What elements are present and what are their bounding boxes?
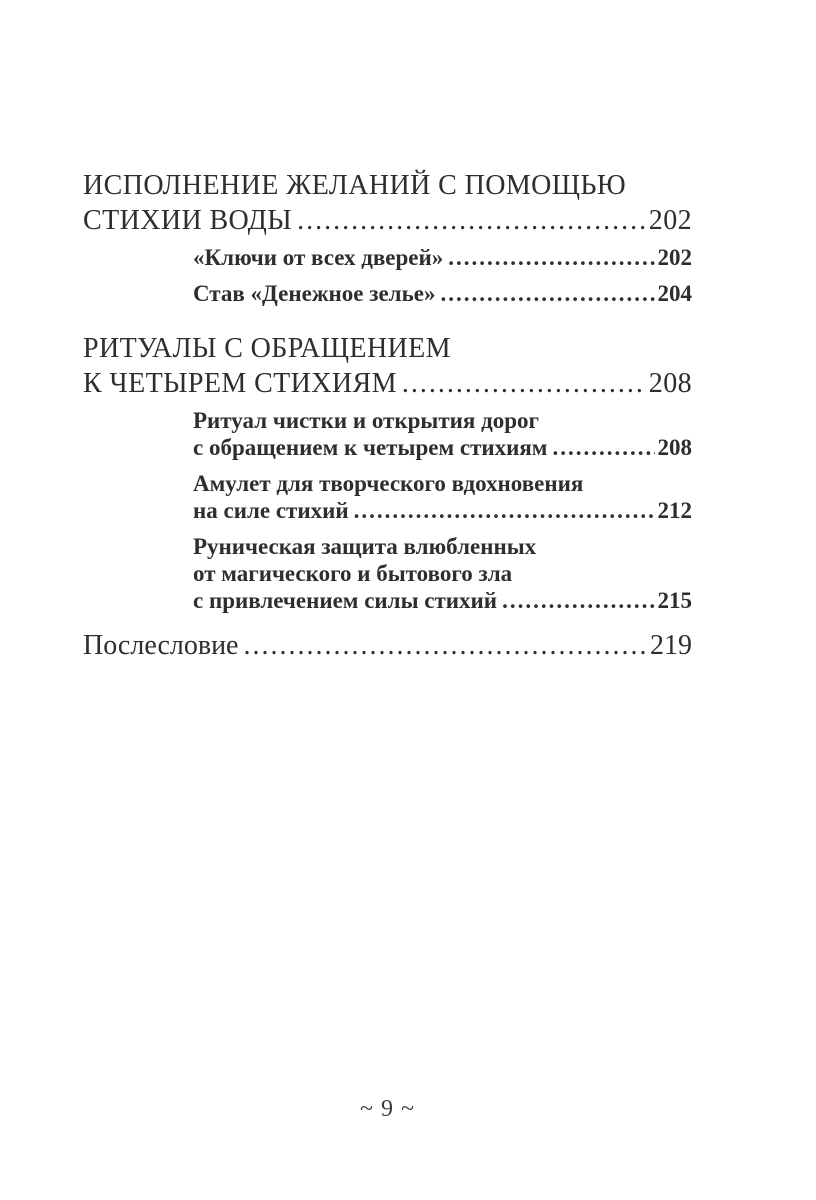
dot-leader bbox=[243, 628, 647, 663]
toc-entry-title-line: Послесловие bbox=[83, 630, 239, 661]
dot-leader bbox=[448, 244, 654, 271]
toc-entry bbox=[83, 331, 692, 401]
dot-leader bbox=[297, 203, 646, 238]
toc-entry-title-line: Амулет для творческого вдохновения bbox=[193, 471, 584, 496]
toc-entry-dotline bbox=[193, 244, 692, 271]
dot-leader bbox=[354, 497, 655, 524]
toc-entry-title-line: от магического и бытового зла bbox=[193, 561, 513, 586]
toc-entry-dotline bbox=[193, 434, 692, 461]
toc-entry-title-line: Ритуал чистки и открытия дорог bbox=[193, 408, 539, 433]
toc-entry bbox=[193, 244, 692, 271]
toc-entry bbox=[193, 280, 692, 307]
toc-page-number: 204 bbox=[657, 281, 692, 306]
dot-leader bbox=[502, 587, 654, 614]
dot-leader bbox=[402, 366, 646, 401]
toc-entry bbox=[83, 168, 692, 238]
dot-leader bbox=[440, 280, 654, 307]
toc-entry-title-line: «Ключи от всех дверей» bbox=[193, 245, 444, 270]
toc-entry-title-line: Став «Денежное зелье» bbox=[193, 281, 436, 306]
toc-page-number: 202 bbox=[648, 205, 692, 236]
page-number-footer: ~ 9 ~ bbox=[360, 1096, 415, 1122]
toc-entry-dotline bbox=[83, 366, 692, 401]
toc-page-number: 215 bbox=[657, 588, 692, 613]
toc-entry-dotline bbox=[193, 280, 692, 307]
toc-entry-title-line: СТИХИИ ВОДЫ bbox=[83, 205, 293, 236]
toc-entry bbox=[193, 470, 692, 524]
toc-entry bbox=[193, 533, 692, 614]
toc-entry-title-line: Руническая защита влюбленных bbox=[193, 534, 537, 559]
toc-page-number: 208 bbox=[657, 435, 692, 460]
toc-entry-title-line: на силе стихий bbox=[193, 498, 349, 523]
toc-entry-title-line: РИТУАЛЫ С ОБРАЩЕНИЕМ bbox=[83, 333, 451, 364]
dot-leader bbox=[552, 434, 654, 461]
toc-entry-dotline bbox=[193, 587, 692, 614]
toc-page-number: 212 bbox=[657, 498, 692, 523]
toc-entry bbox=[193, 407, 692, 461]
toc-page-number: 219 bbox=[650, 630, 692, 661]
toc-entry-title-line: с привлечением силы стихий bbox=[193, 588, 498, 613]
toc-entry-dotline bbox=[193, 497, 692, 524]
table-of-contents bbox=[83, 168, 692, 663]
toc-entry-title-line: К ЧЕТЫРЕМ СТИХИЯМ bbox=[83, 368, 397, 399]
toc-entry-dotline bbox=[83, 628, 692, 663]
toc-entry bbox=[83, 628, 692, 663]
toc-entry-title-line: с обращением к четырем стихиям bbox=[193, 435, 548, 460]
toc-entry-title-line: ИСПОЛНЕНИЕ ЖЕЛАНИЙ С ПОМОЩЬЮ bbox=[83, 170, 627, 201]
toc-page-number: 202 bbox=[657, 245, 692, 270]
toc-page-number: 208 bbox=[648, 368, 692, 399]
toc-entry-dotline bbox=[83, 203, 692, 238]
